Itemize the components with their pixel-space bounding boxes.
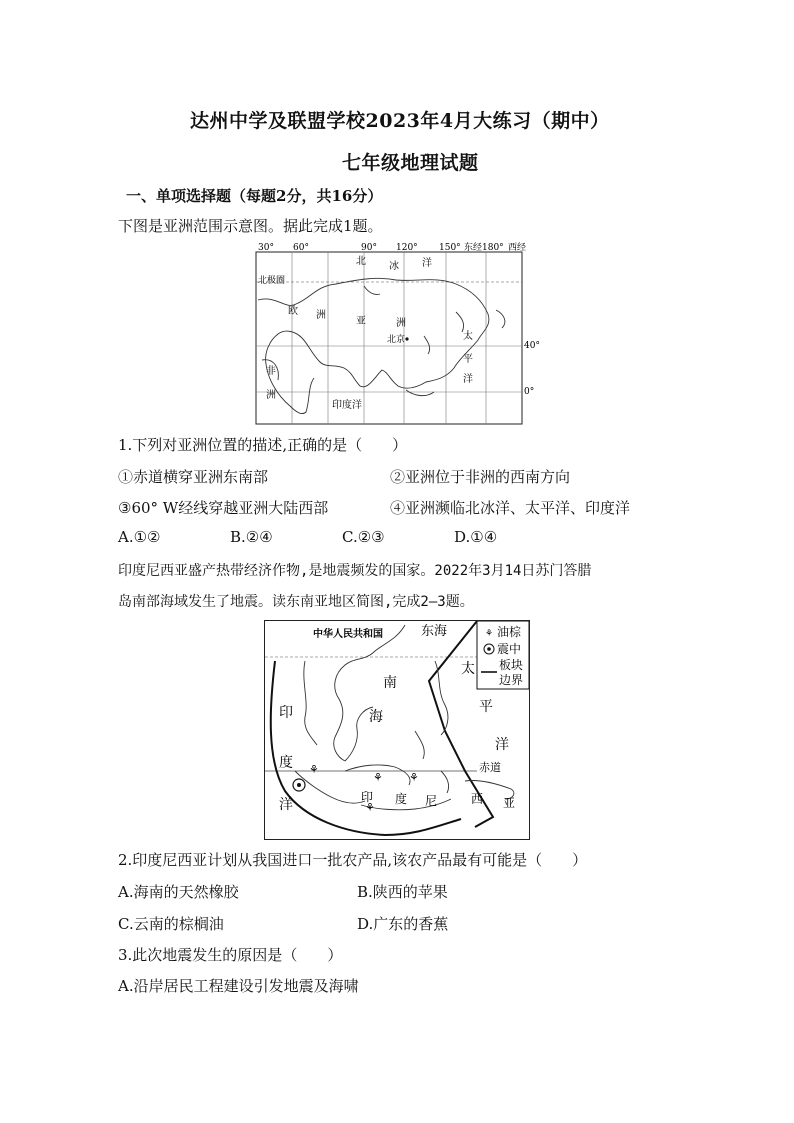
southeast-asia-map xyxy=(264,620,530,840)
place-label: 冰 xyxy=(389,261,399,272)
place-label: 洋 xyxy=(463,374,473,385)
place-label: 太 xyxy=(461,661,475,677)
place-label: 尼 xyxy=(425,794,438,808)
legend-quake: 震中 xyxy=(497,642,522,656)
place-label: 洋 xyxy=(422,258,432,269)
place-label: 平 xyxy=(479,699,493,715)
option-b: B.②④ xyxy=(230,528,273,546)
place-label: 印 xyxy=(279,705,293,721)
palm-icon: ⚘ xyxy=(409,771,419,784)
legend-palm: 油棕 xyxy=(497,625,522,639)
place-label: 度 xyxy=(395,792,408,806)
page-title: 达州中学及联盟学校2023年4月大练习（期中） xyxy=(190,110,610,132)
statement-4: ④亚洲濒临北冰洋、太平洋、印度洋 xyxy=(390,499,631,517)
question-3-stem: 3.此次地震发生的原因是（ ） xyxy=(118,946,343,964)
place-label: 洋 xyxy=(279,797,293,813)
place-label: 平 xyxy=(463,354,473,365)
q3-option-a: A.沿岸居民工程建设引发地震及海啸 xyxy=(118,977,359,995)
question-1-stem: 1.下列对亚洲位置的描述,正确的是（ ） xyxy=(118,436,408,454)
lon-label: 东经180° xyxy=(464,243,504,253)
place-label: 非 xyxy=(266,366,276,377)
lon-label: 30° xyxy=(258,243,274,253)
lon-label: 150° xyxy=(439,243,461,253)
place-label: 印 xyxy=(361,790,374,804)
place-label: 北 xyxy=(356,256,366,267)
lat-label: 40° xyxy=(524,341,540,351)
statement-2: ②亚洲位于非洲的西南方向 xyxy=(390,468,571,486)
china-label: 中华人民共和国 xyxy=(313,629,383,640)
place-label: 海 xyxy=(369,709,383,725)
place-label: 度 xyxy=(279,755,293,771)
epicenter-icon xyxy=(487,647,491,651)
option-d: D.①④ xyxy=(454,528,498,546)
question-2-stem: 2.印度尼西亚计划从我国进口一批农产品,该农产品最有可能是（ ） xyxy=(118,851,588,869)
place-label: 洲 xyxy=(396,318,406,329)
intro-text-2b: 岛南部海域发生了地震。读东南亚地区简图,完成2—3题。 xyxy=(118,594,474,610)
place-label: 南 xyxy=(383,675,397,691)
lon-label: 120° xyxy=(396,243,418,253)
indian-ocean-label: 印度洋 xyxy=(332,400,362,411)
option-c: C.②③ xyxy=(342,528,385,546)
palm-icon: ⚘ xyxy=(365,801,375,814)
q2-option-b: B.陕西的苹果 xyxy=(357,883,448,901)
statement-3: ③60° W经线穿越亚洲大陆西部 xyxy=(118,499,329,517)
beijing-label: 北京 xyxy=(387,335,406,345)
place-label: 欧 xyxy=(288,306,298,317)
intro-text-1: 下图是亚洲范围示意图。据此完成1题。 xyxy=(118,217,383,235)
section-heading: 一、单项选择题（每题2分，共16分） xyxy=(126,187,383,205)
option-a: A.①② xyxy=(118,528,161,546)
lon-label: 西经 xyxy=(508,243,527,253)
east-sea-label: 东海 xyxy=(421,624,448,639)
legend-plate2: 边界 xyxy=(499,673,524,687)
statement-1: ①赤道横穿亚洲东南部 xyxy=(118,468,269,486)
place-label: 洋 xyxy=(495,737,509,753)
place-label: 西 xyxy=(471,792,484,806)
place-label: 洲 xyxy=(316,310,326,321)
place-label: 亚 xyxy=(356,316,366,327)
palm-icon: ⚘ xyxy=(373,771,383,784)
palm-icon: ⚘ xyxy=(309,763,319,776)
lon-label: 90° xyxy=(361,243,377,253)
lat-label: 0° xyxy=(524,387,535,397)
q2-option-d: D.广东的香蕉 xyxy=(357,915,449,933)
place-label: 亚 xyxy=(503,796,516,810)
lon-label: 60° xyxy=(293,243,309,253)
arctic-circle-label: 北极圈 xyxy=(258,276,286,286)
legend-plate1: 板块 xyxy=(499,658,524,672)
place-label: 太 xyxy=(463,331,473,342)
asia-map xyxy=(256,243,540,424)
place-label: 洲 xyxy=(266,390,276,401)
page-subtitle: 七年级地理试题 xyxy=(342,152,479,174)
q2-option-c: C.云南的棕榈油 xyxy=(118,915,224,933)
equator-label: 赤道 xyxy=(479,761,501,774)
q2-option-a: A.海南的天然橡胶 xyxy=(118,883,239,901)
palm-icon: ⚘ xyxy=(485,629,494,639)
intro-text-2: 印度尼西亚盛产热带经济作物,是地震频发的国家。2022年3月14日苏门答腊 xyxy=(118,563,592,579)
